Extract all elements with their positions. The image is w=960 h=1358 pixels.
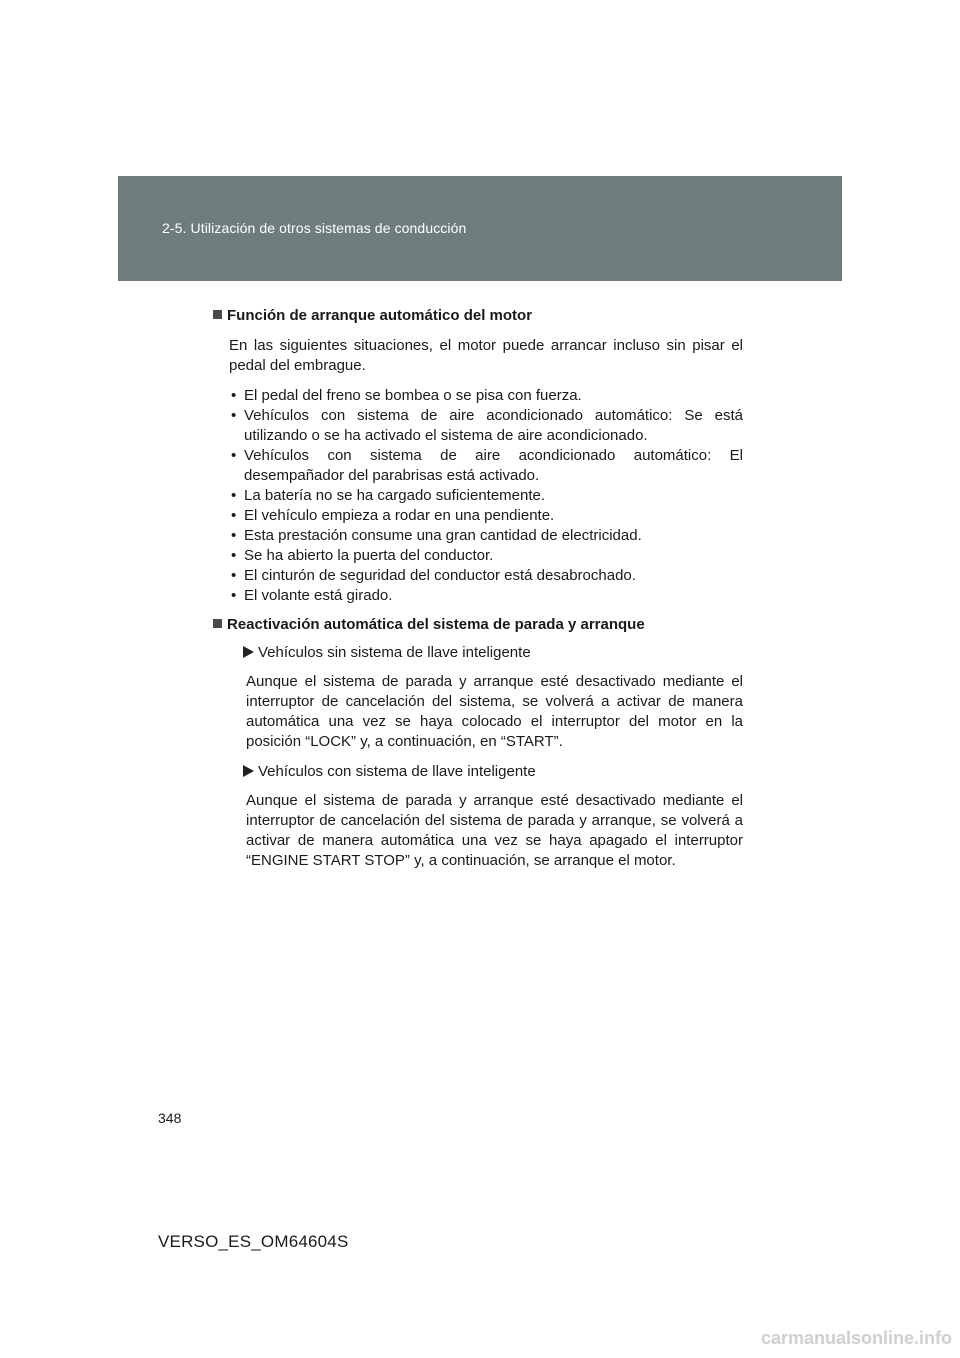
section2-heading	[213, 615, 743, 635]
list-item: • Vehículos con sistema de aire acondicionado automático: Se está utilizando o se ha activado el sistema de aire acondicionado.	[229, 406, 743, 446]
square-bullet-icon	[213, 310, 222, 319]
section1-intro: En las siguientes situaciones, el motor puede arrancar incluso sin pisar el pedal del embrague.	[229, 337, 743, 374]
section1-bullet-list	[229, 386, 743, 606]
sub-heading-label: Vehículos sin sistema de llave inteligente	[258, 644, 531, 661]
page-number: 348	[158, 1110, 182, 1126]
list-item: • Se ha abierto la puerta del conductor.	[229, 546, 743, 566]
list-item: • El cinturón de seguridad del conductor está desabrochado.	[229, 566, 743, 586]
sub-heading-label: Vehículos con sistema de llave inteligente	[258, 763, 536, 780]
list-item: • Vehículos con sistema de aire acondicionado automático: El desempañador del parabrisas está activado.	[229, 446, 743, 486]
list-item: • El vehículo empieza a rodar en una pendiente.	[229, 506, 743, 526]
square-bullet-icon	[213, 619, 222, 628]
watermark: carmanualsonline.info	[760, 1328, 952, 1348]
section-header-band	[118, 176, 842, 281]
page-content	[213, 306, 743, 871]
triangle-pointer-icon	[243, 765, 254, 777]
list-item: • El volante está girado.	[229, 586, 743, 606]
sub-heading-with-smart-key	[243, 762, 743, 782]
section1-heading	[213, 306, 743, 326]
sub-paragraph-with-smart-key: Aunque el sistema de parada y arranque esté desactivado mediante el interruptor de cancelación del sistema de parada y arranque, se volverá a activar de manera automática una vez se haya apagado el interruptor “ENGINE START STOP” y, a continuación, se arranque el motor.	[246, 792, 743, 869]
section2-heading-text: Reactivación automática del sistema de parada y arranque	[227, 616, 645, 633]
triangle-pointer-icon	[243, 646, 254, 658]
sub-heading-without-smart-key	[243, 643, 743, 663]
sub-paragraph-without-smart-key: Aunque el sistema de parada y arranque esté desactivado mediante el interruptor de cancelación del sistema, se volverá a activar de manera automática una vez se haya colocado el interruptor del motor en la posición “LOCK” y, a continuación, en “START”.	[246, 673, 743, 750]
document-code: VERSO_ES_OM64604S	[158, 1232, 349, 1251]
list-item: • El pedal del freno se bombea o se pisa con fuerza.	[229, 386, 743, 406]
section-title: 2-5. Utilización de otros sistemas de conducción	[162, 220, 467, 236]
section1-heading-text: Función de arranque automático del motor	[227, 307, 533, 324]
list-item: • La batería no se ha cargado suficientemente.	[229, 486, 743, 506]
list-item: • Esta prestación consume una gran cantidad de electricidad.	[229, 526, 743, 546]
